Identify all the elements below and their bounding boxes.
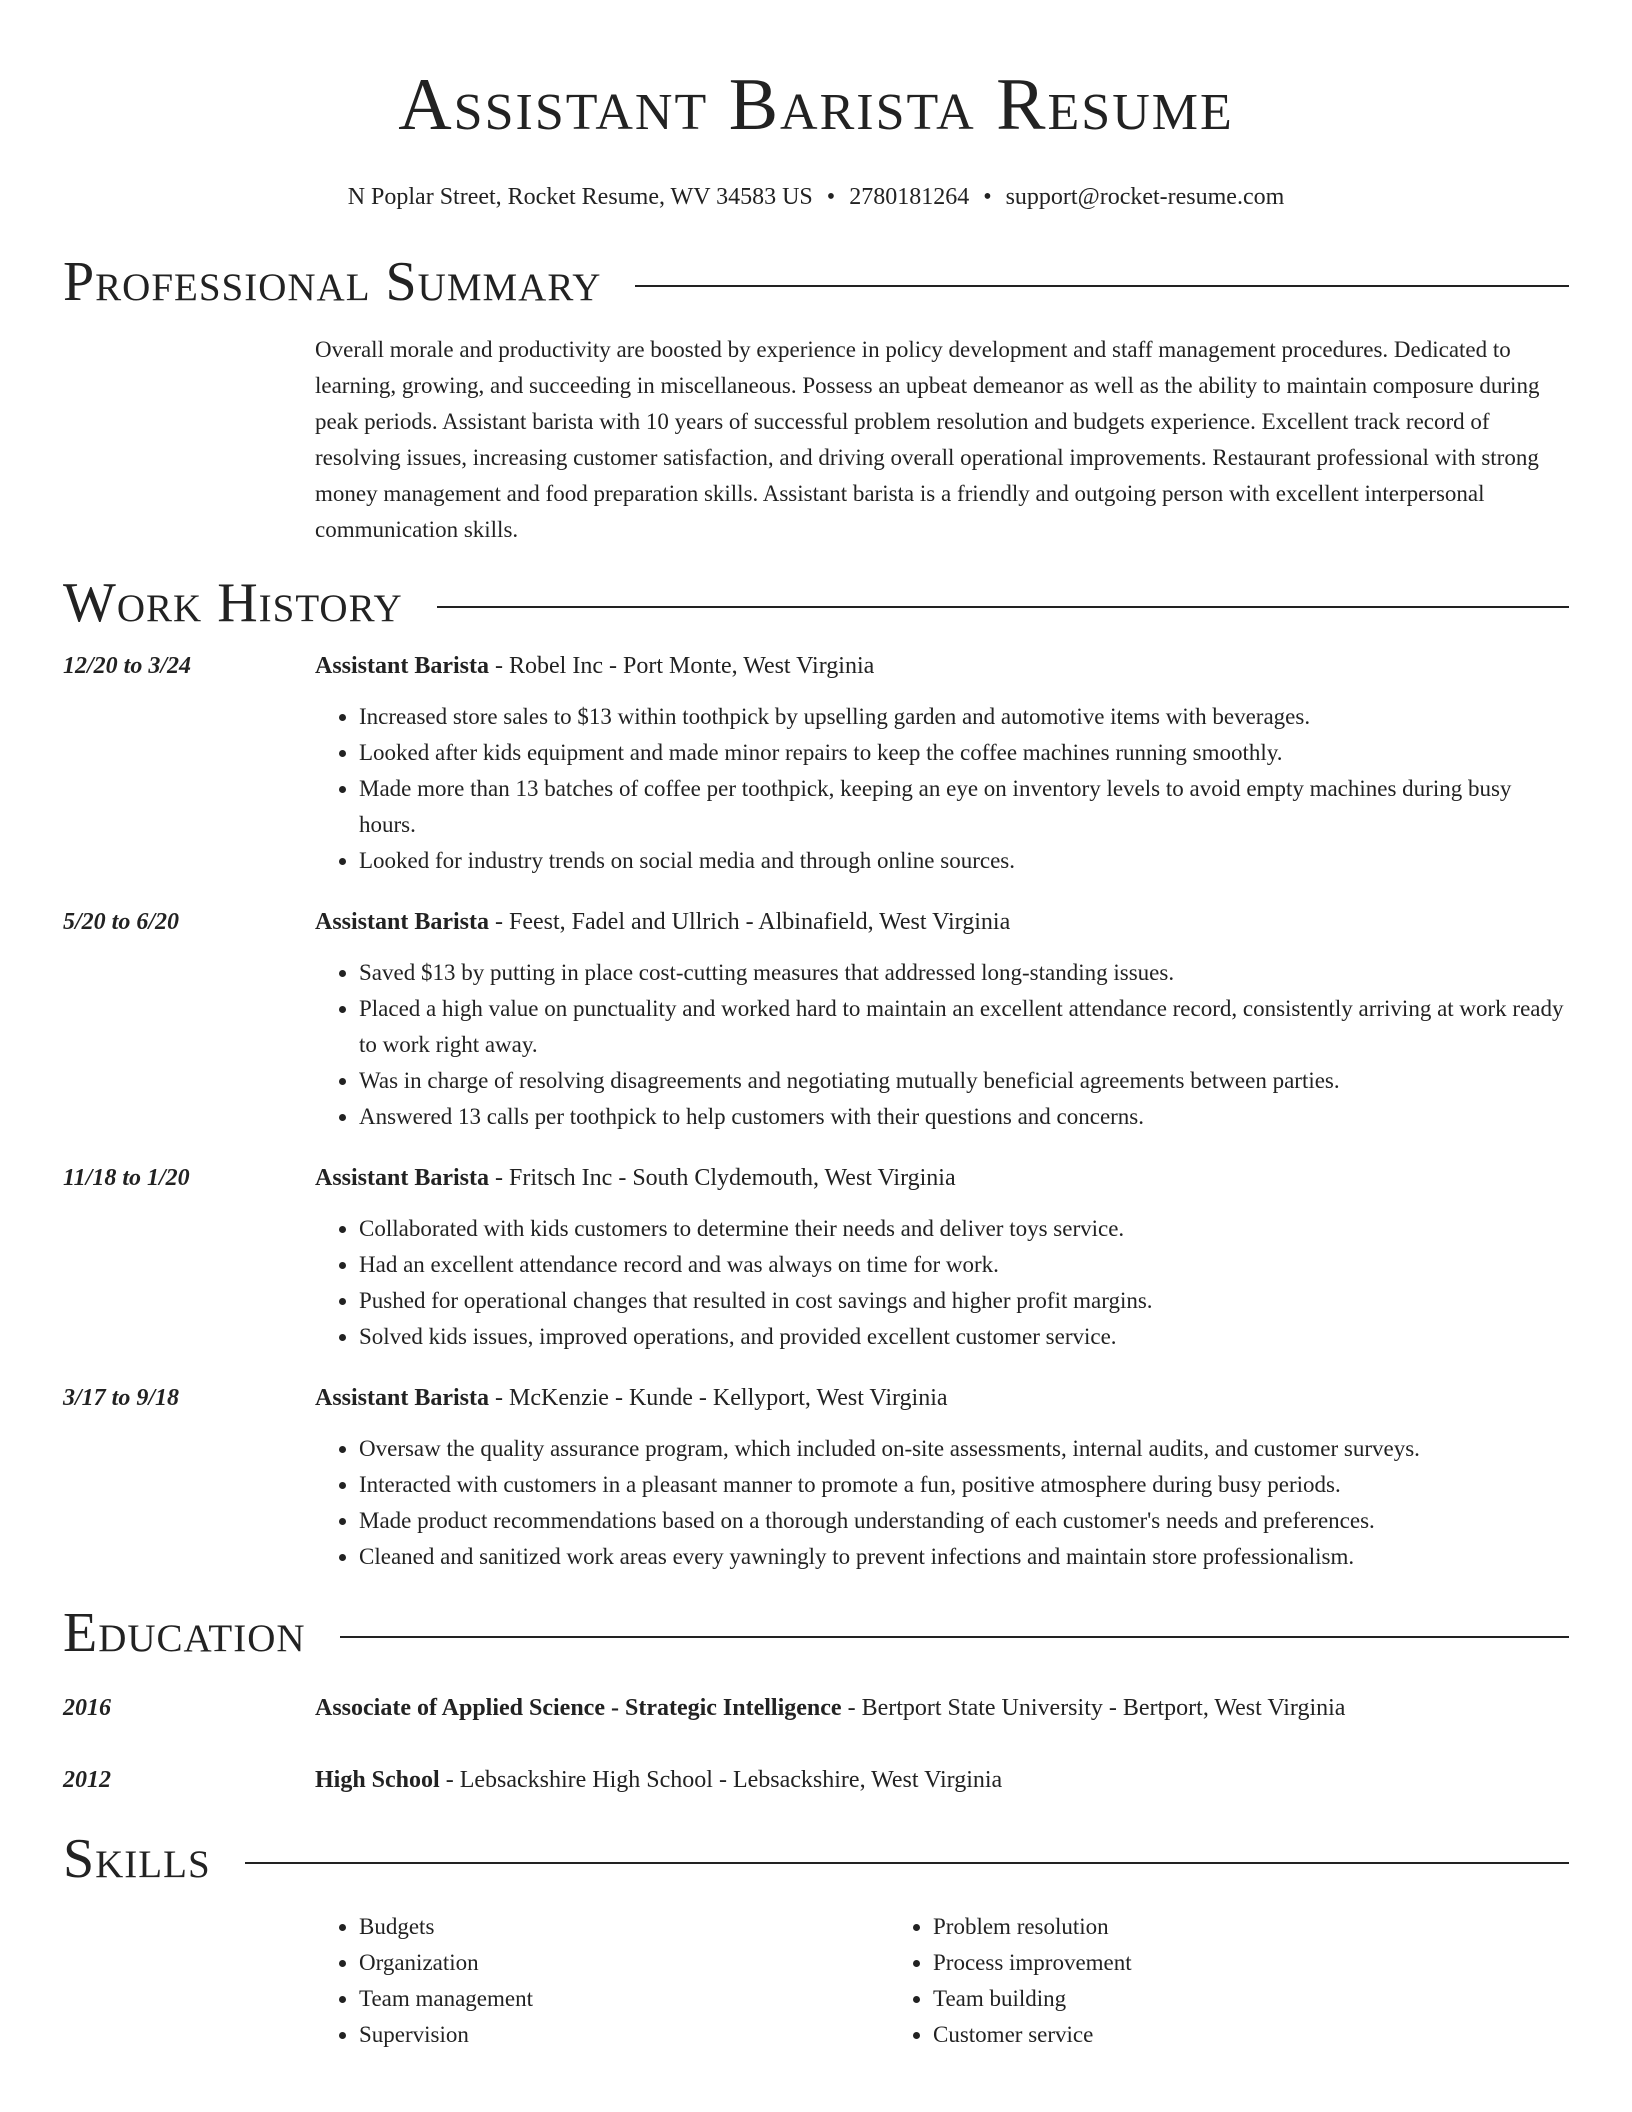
education-heading: Education	[63, 1602, 306, 1664]
job-bullet: • Oversaw the quality assurance program, which included on-site assessments, internal audits, and customer surveys.	[359, 1431, 1569, 1467]
skill-item: • Team management	[359, 1981, 889, 2017]
contact-email: support@rocket-resume.com	[1005, 184, 1285, 210]
job-bullets	[315, 1431, 1569, 1575]
job-bullet: • Looked after kids equipment and made minor repairs to keep the coffee machines running smoothly.	[359, 735, 1569, 771]
job-details: - Feest, Fadel and Ullrich - Albinafield, West Virginia	[489, 909, 1011, 935]
contact-phone: 2780181264	[849, 184, 970, 210]
skills-section-header	[63, 1827, 1569, 1891]
skill-item: • Customer service	[933, 2017, 1463, 2053]
job-bullet: • Collaborated with kids customers to determine their needs and deliver toys service.	[359, 1211, 1569, 1247]
contact-separator: •	[826, 184, 836, 210]
summary-text: Overall morale and productivity are boosted by experience in policy development and staff management procedures. Dedicated to learning, growing, and succeeding in miscellaneous. Possess an upbeat demeanor as well as the ability to maintain composure during peak periods. Assistant barista with 10 years of successful problem resolution and budgets experience. Excellent track record of resolving issues, increasing customer satisfaction, and driving overall operational improvements. Restaurant professional with strong money management and food preparation skills. Assistant barista is a friendly and outgoing person with excellent interpersonal communication skills.	[315, 337, 1540, 542]
job-title: Assistant Barista	[315, 653, 490, 679]
section-divider	[245, 1862, 1569, 1864]
work-heading: Work History	[63, 572, 403, 634]
job-title-line	[315, 1381, 1569, 1415]
contact-address: N Poplar Street, Rocket Resume, WV 34583 US	[347, 184, 813, 210]
education-title-line	[315, 1691, 1569, 1725]
job-bullet: • Saved $13 by putting in place cost-cutting measures that addressed long-standing issues.	[359, 955, 1569, 991]
job-title: Assistant Barista	[315, 1165, 490, 1191]
job-bullet: • Solved kids issues, improved operations, and provided excellent customer service.	[359, 1319, 1569, 1355]
job-bullet: • Pushed for operational changes that resulted in cost savings and higher profit margins.	[359, 1283, 1569, 1319]
job-details: - McKenzie - Kunde - Kellyport, West Virginia	[489, 1385, 948, 1411]
skill-item: • Problem resolution	[933, 1909, 1463, 1945]
job-title-line	[315, 1161, 1569, 1195]
education-section-header	[63, 1601, 1569, 1665]
job-date: 12/20 to 3/24	[63, 653, 192, 679]
education-date: 2012	[63, 1767, 111, 1793]
skill-item: • Supervision	[359, 2017, 889, 2053]
job-details: - Fritsch Inc - South Clydemouth, West Virginia	[489, 1165, 956, 1191]
job-bullet: • Had an excellent attendance record and was always on time for work.	[359, 1247, 1569, 1283]
contact-line	[63, 182, 1569, 212]
job-bullets	[315, 1211, 1569, 1355]
work-section-header	[63, 571, 1569, 635]
job-title-line	[315, 905, 1569, 939]
job-title: Assistant Barista	[315, 909, 490, 935]
skills-column-right	[889, 1909, 1463, 2053]
job-bullets	[315, 699, 1569, 879]
job-bullet: • Made product recommendations based on a thorough understanding of each customer's needs and preferences.	[359, 1503, 1569, 1539]
job-bullet: • Looked for industry trends on social media and through online sources.	[359, 843, 1569, 879]
education-degree: High School	[315, 1767, 440, 1793]
job-bullet: • Increased store sales to $13 within toothpick by upselling garden and automotive items with beverages.	[359, 699, 1569, 735]
job-bullet: • Made more than 13 batches of coffee per toothpick, keeping an eye on inventory levels to avoid empty machines during busy hours.	[359, 771, 1569, 843]
job-bullet: • Answered 13 calls per toothpick to help customers with their questions and concerns.	[359, 1099, 1569, 1135]
job-entry	[63, 905, 1569, 1135]
education-date: 2016	[63, 1695, 111, 1721]
job-entry	[63, 649, 1569, 879]
job-title: Assistant Barista	[315, 1385, 490, 1411]
skills-list	[315, 1909, 1569, 2053]
education-details: - Bertport State University - Bertport, West Virginia	[841, 1695, 1346, 1721]
education-entry	[63, 1763, 1569, 1797]
job-bullet: • Cleaned and sanitized work areas every yawningly to prevent infections and maintain store professionalism.	[359, 1539, 1569, 1575]
section-divider	[340, 1636, 1569, 1638]
job-bullet: • Interacted with customers in a pleasant manner to promote a fun, positive atmosphere during busy periods.	[359, 1467, 1569, 1503]
job-date: 3/17 to 9/18	[63, 1385, 180, 1411]
education-degree: Associate of Applied Science - Strategic Intelligence	[315, 1695, 842, 1721]
skill-item: • Team building	[933, 1981, 1463, 2017]
summary-heading: Professional Summary	[63, 251, 602, 313]
education-title-line	[315, 1763, 1569, 1797]
job-entry	[63, 1161, 1569, 1355]
job-bullets	[315, 955, 1569, 1135]
job-date: 5/20 to 6/20	[63, 909, 180, 935]
job-title-line	[315, 649, 1569, 683]
education-entry	[63, 1691, 1569, 1725]
job-date: 11/18 to 1/20	[63, 1165, 190, 1191]
resume-title: Assistant Barista Resume	[398, 64, 1234, 146]
section-divider	[635, 285, 1569, 287]
job-entry	[63, 1381, 1569, 1575]
contact-separator: •	[983, 184, 992, 210]
skills-heading: Skills	[63, 1828, 211, 1890]
education-details: - Lebsackshire High School - Lebsackshire, West Virginia	[439, 1767, 1003, 1793]
summary-section-header	[63, 250, 1569, 314]
job-bullet: • Was in charge of resolving disagreements and negotiating mutually beneficial agreements between parties.	[359, 1063, 1569, 1099]
skill-item: • Organization	[359, 1945, 889, 1981]
section-divider	[437, 606, 1569, 608]
job-bullet: • Placed a high value on punctuality and worked hard to maintain an excellent attendance record, consistently arriving at work ready to work right away.	[359, 991, 1569, 1063]
skill-item: • Budgets	[359, 1909, 889, 1945]
job-details: - Robel Inc - Port Monte, West Virginia	[489, 653, 875, 679]
skill-item: • Process improvement	[933, 1945, 1463, 1981]
skills-column-left	[315, 1909, 889, 2053]
